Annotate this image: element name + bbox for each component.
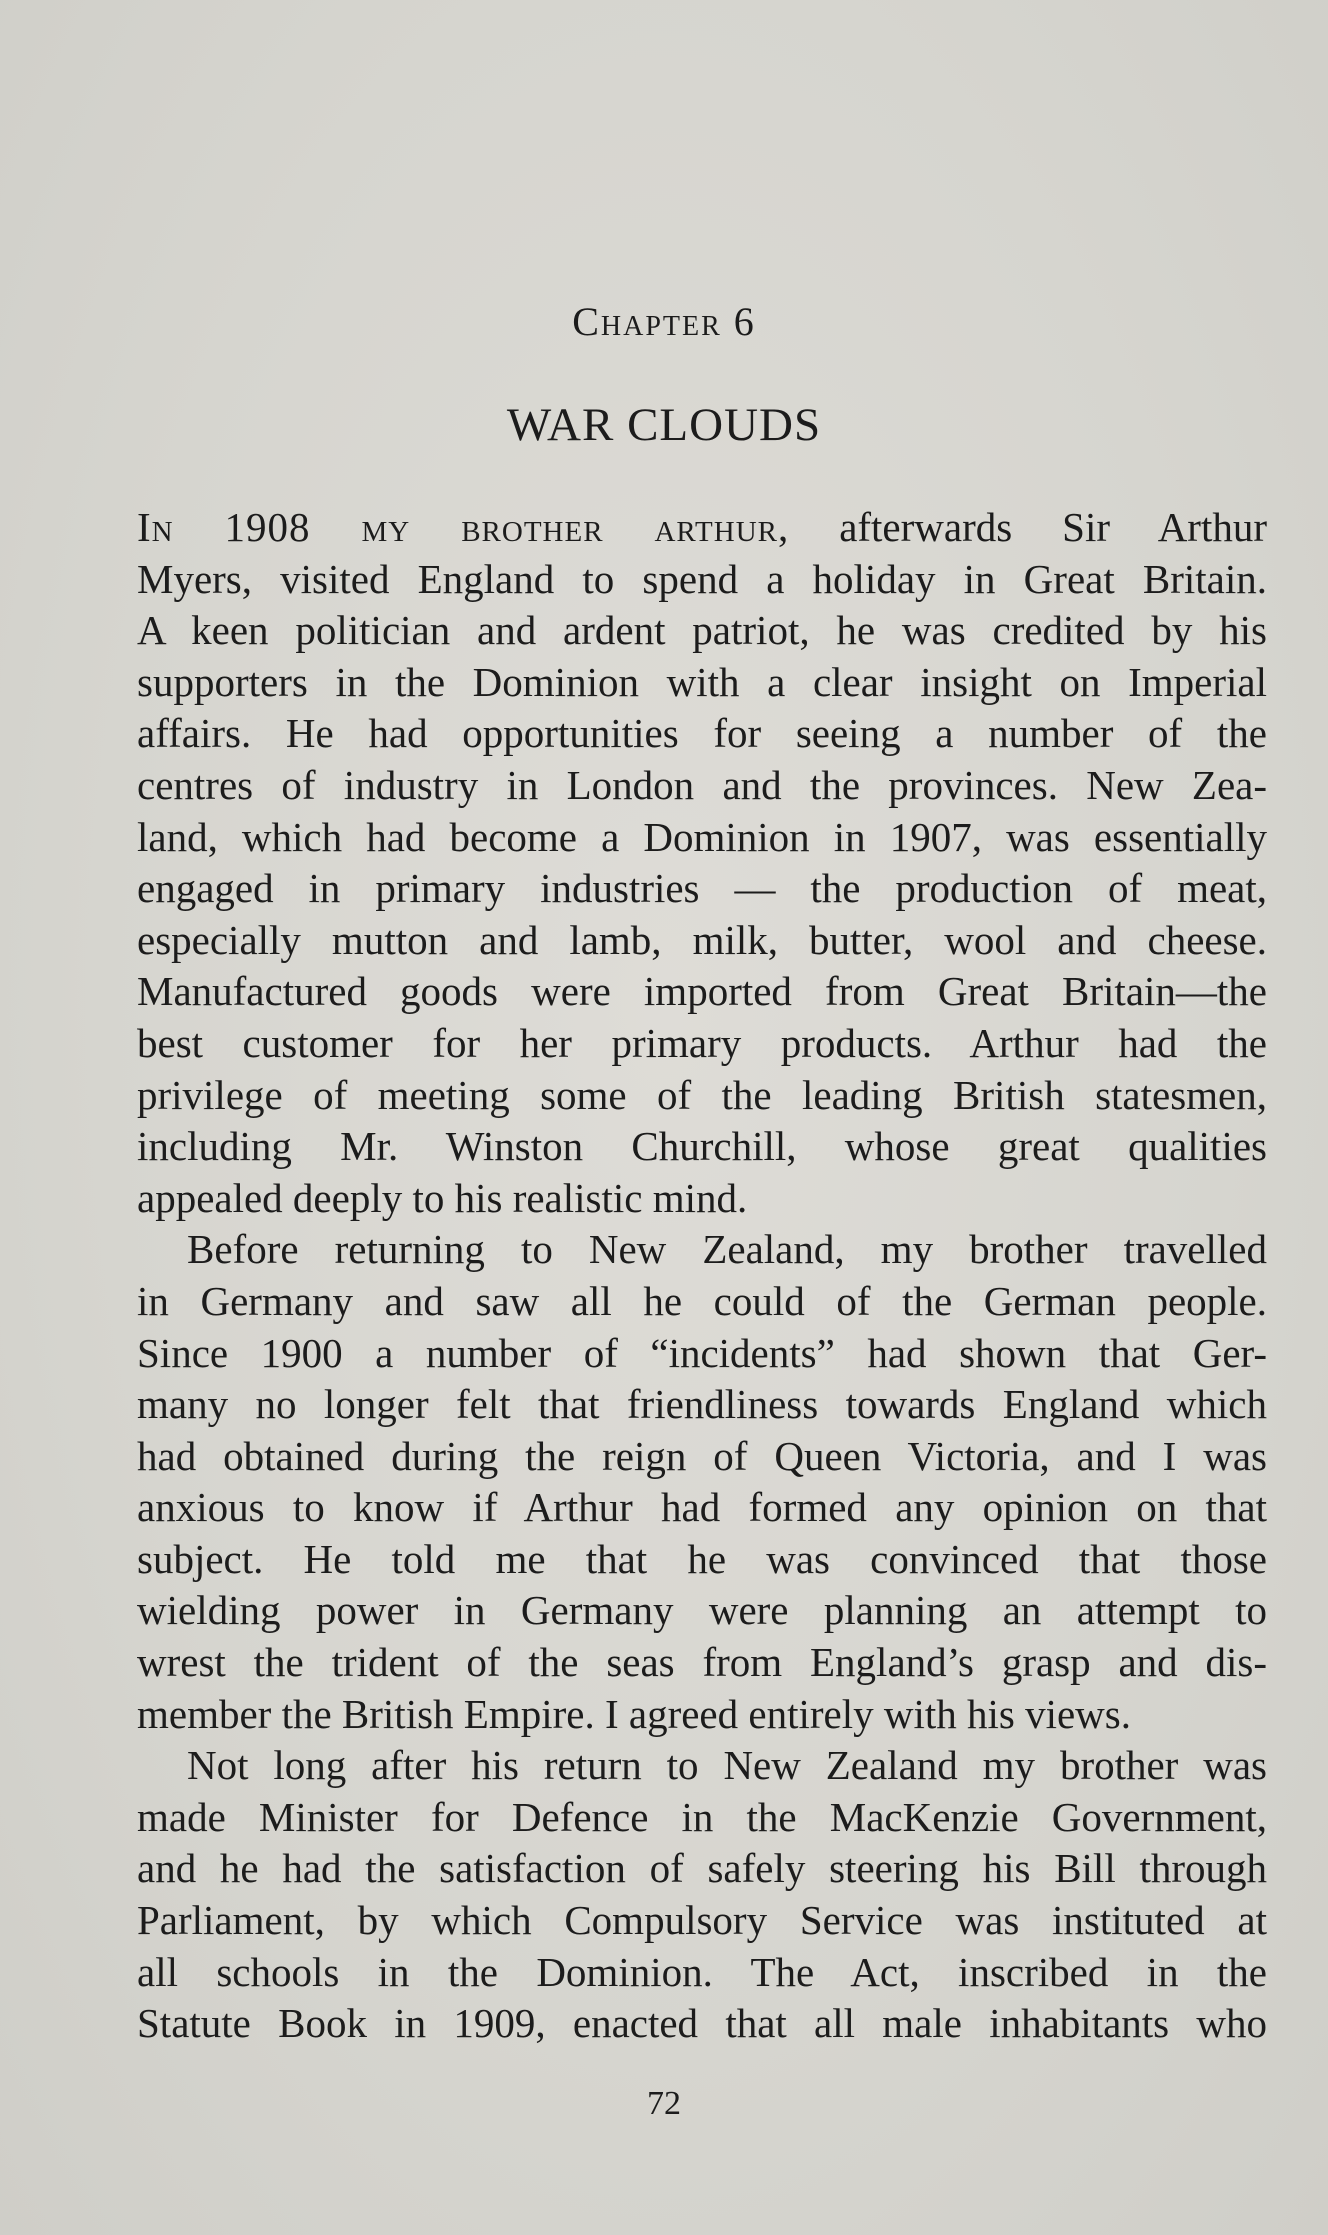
text-line: affairs. He had opportunities for seeing a number of the — [137, 710, 1267, 757]
text-line: including Mr. Winston Churchill, whose great qualities — [137, 1123, 1267, 1170]
text-line: subject. He told me that he was convinced that those — [137, 1535, 1267, 1582]
text-line-continuation: afterwards Sir Arthur — [789, 504, 1268, 550]
text-line: Myers, visited England to spend a holiday in Great Britain. — [137, 555, 1267, 602]
text-line: anxious to know if Arthur had formed any opinion on that — [137, 1484, 1267, 1531]
text-line: all schools in the Dominion. The Act, inscribed in the — [137, 1948, 1267, 1995]
text-line: wrest the trident of the seas from England’s grasp and dis- — [137, 1639, 1267, 1686]
text-line: appealed deeply to his realistic mind. — [137, 1174, 748, 1221]
text-line: especially mutton and lamb, milk, butter, wool and cheese. — [137, 916, 1267, 963]
text-line: privilege of meeting some of the leading British statesmen, — [137, 1071, 1267, 1118]
text-line: had obtained during the reign of Queen Victoria, and I was — [137, 1432, 1267, 1479]
text-line: engaged in primary industries — the production of meat, — [137, 865, 1267, 912]
text-line: Manufactured goods were imported from Great Britain—the — [137, 968, 1267, 1015]
text-line: member the British Empire. I agreed entirely with his views. — [137, 1690, 1131, 1737]
text-line: Before returning to New Zealand, my brother travelled — [187, 1226, 1267, 1273]
text-line: Statute Book in 1909, enacted that all male inhabitants who — [137, 2000, 1267, 2047]
chapter-title: WAR CLOUDS — [506, 399, 822, 451]
text-line: A keen politician and ardent patriot, he was credited by his — [137, 607, 1267, 654]
text-line: supporters in the Dominion with a clear insight on Imperial — [137, 658, 1267, 705]
chapter-number: Chapter 6 — [572, 299, 756, 344]
text-line: centres of industry in London and the provinces. New Zea- — [137, 761, 1267, 808]
text-line: Not long after his return to New Zealand my brother was — [187, 1742, 1267, 1789]
text-line: best customer for her primary products. Arthur had the — [137, 1019, 1267, 1066]
text-line: Parliament, by which Compulsory Service was instituted at — [137, 1897, 1267, 1944]
text-line: many no longer felt that friendliness towards England which — [137, 1381, 1267, 1428]
text-line — [137, 502, 1267, 554]
text-line: made Minister for Defence in the MacKenzie Government, — [137, 1793, 1267, 1840]
page-number: 72 — [647, 2085, 681, 2122]
text-line: in Germany and saw all he could of the German people. — [137, 1277, 1267, 1324]
body-text — [137, 502, 1267, 2050]
text-line: Since 1900 a number of “incidents” had shown that Ger- — [137, 1329, 1267, 1376]
text-line: land, which had become a Dominion in 1907, was essentially — [137, 813, 1267, 860]
text-line: wielding power in Germany were planning an attempt to — [137, 1587, 1267, 1634]
opening-small-caps: In 1908 my brother arthur, — [137, 504, 790, 550]
text-line: and he had the satisfaction of safely steering his Bill through — [137, 1845, 1267, 1892]
